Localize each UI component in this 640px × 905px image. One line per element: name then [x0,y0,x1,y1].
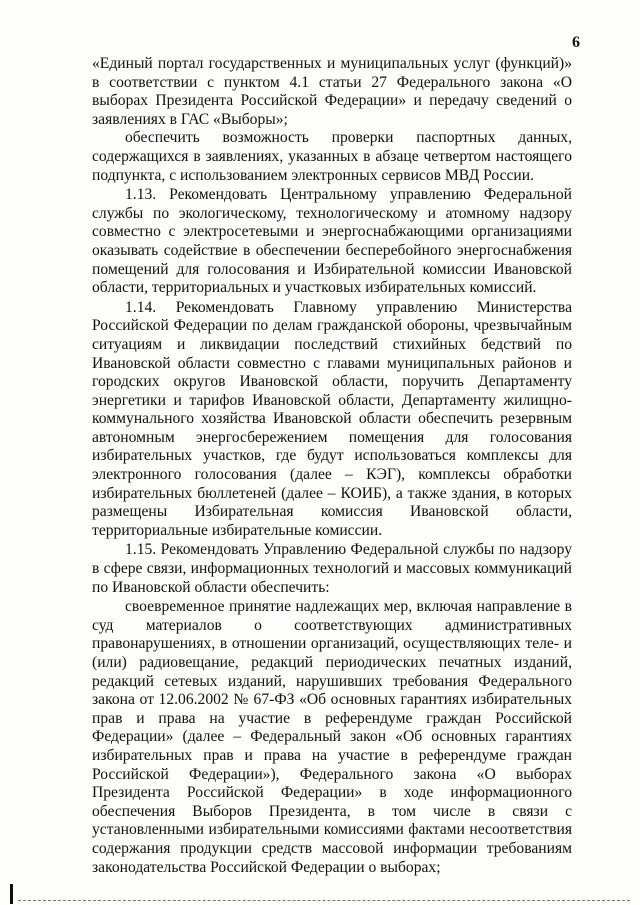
scan-footer-line [18,900,630,902]
paragraph-passport-check: обеспечить возможность проверки паспортных данных, содержащихся в заявлениях, указанных в абзаце четвертом настоящего подпункта, с использованием электронных сервисов МВД России. [92,129,572,184]
paragraph-gas-vybory: «Единый портал государственных и муниципальных услуг (функций)» в соответствии с пунктом 4.1 статьи 27 Федерального закона «О выборах Президента Российской Федерации» и передачу сведений о заявлениях в ГАС «Выборы»; [92,55,572,128]
paragraph-1-13: 1.13. Рекомендовать Центральному управлению Федеральной службы по экологическому, технологическому и атомному надзору совместно с электросетевыми и энергоснабжающими организациями оказывать содействие в обеспечении бесперебойного энергоснабжения помещений для голосования и Избирательной комиссии Ивановской области, территориальных и участковых избирательных комиссий. [92,186,572,297]
paragraph-1-15: 1.15. Рекомендовать Управлению Федеральной службы по надзору в сфере связи, информационных технологий и массовых коммуникаций по Ивановской области обеспечить: [92,541,572,596]
scan-edge-mark [10,884,13,904]
paragraph-1-14: 1.14. Рекомендовать Главному управлению Министерства Российской Федерации по делам гражданской обороны, чрезвычайным ситуациям и ликвидации последствий стихийных бедствий по Ивановской области совместно с главами муниципальных районов и городских округов Ивановской области, поручить Департаменту энергетики и тарифов Ивановской области, Департаменту жилищно-коммунального хозяйства Ивановской области обеспечить резервным автономным энергосбережением помещения для голосования избирательных участков, где будут использоваться комплексы для электронного голосования (далее – КЭГ), комплексы обработки избирательных бюллетеней (далее – КОИБ), а также здания, в которых размещены Избирательная комиссия Ивановской области, территориальные избирательные комиссии. [92,298,572,539]
document-body [92,55,572,877]
page-number: 6 [572,34,580,51]
paragraph-timely-measures: своевременное принятие надлежащих мер, включая направление в суд материалов о соответствующих административных правонарушениях, в отношении организаций, осуществляющих теле- и (или) радиовещание, редакций периодических печатных изданий, редакций сетевых изданий, нарушивших требования Федерального закона от 12.06.2002 № 67-ФЗ «Об основных гарантиях избирательных прав и права на участие в референдуме граждан Российской Федерации» (далее – Федеральный закон «Об основных гарантиях избирательных прав и права на участие в референдуме граждан Российской Федерации»), Федерального закона «О выборах Президента Российской Федерации» в ходе информационного обеспечения Выборов Президента, в том числе в связи с установленными избирательными комиссиями фактами несоответствия содержания продукции средств массовой информации требованиям законодательства Российской Федерации о выборах; [92,598,572,876]
